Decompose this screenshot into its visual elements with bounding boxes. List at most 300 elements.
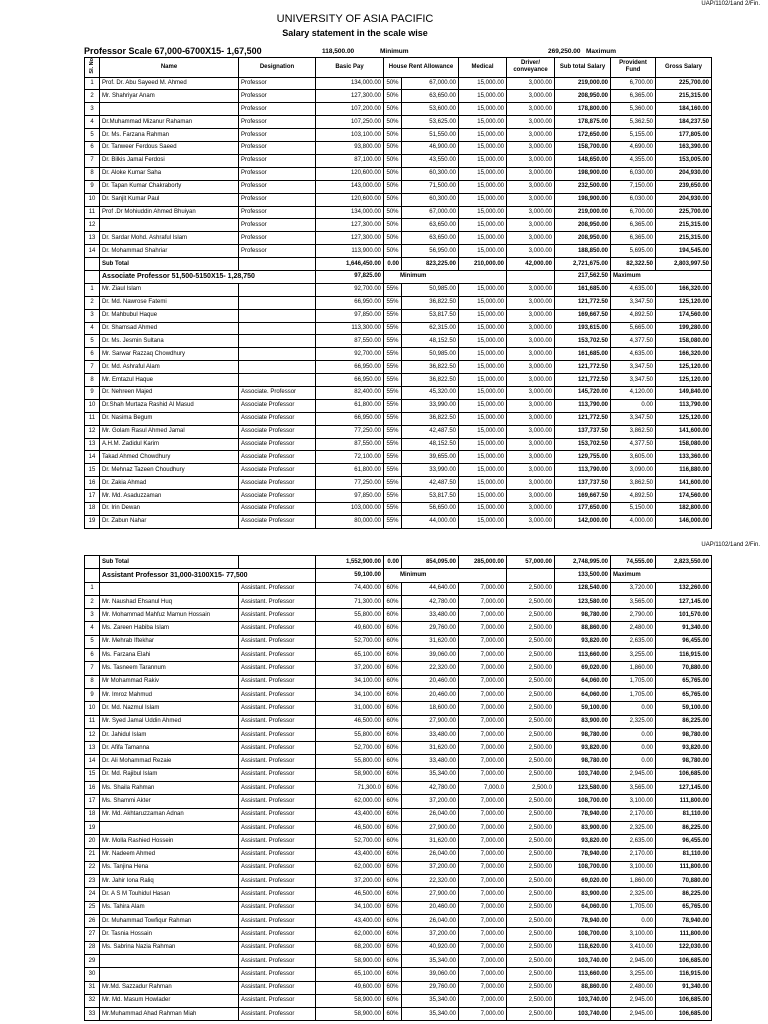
row-house-rent: 48,152.50 [402, 335, 459, 348]
row-house-rent-pct: 55% [384, 348, 402, 361]
row-name: Mr. Imroz Mahmud [100, 688, 239, 701]
subtotal-designation [239, 556, 316, 569]
section-blank-2 [507, 270, 555, 283]
row-conveyance: 2,500.00 [507, 888, 555, 901]
row-designation: Assistant. Professor [239, 1008, 316, 1021]
section-label: Associate Professor 51,500-5150X15- 1,28,750 [100, 270, 316, 283]
row-sub-total: 64,060.00 [555, 688, 611, 701]
row-sub-total: 198,900.00 [555, 193, 611, 206]
row-house-rent-pct: 60% [384, 848, 402, 861]
row-name: Prof. Dr. Abu Sayeed M. Ahmed [100, 77, 239, 90]
row-house-rent-pct: 55% [384, 399, 402, 412]
row-house-rent-pct: 60% [384, 1008, 402, 1021]
table-row [85, 954, 712, 967]
row-basic-pay: 127,300.00 [316, 90, 384, 103]
row-medical: 7,000.00 [459, 595, 507, 608]
row-house-rent: 33,990.00 [402, 399, 459, 412]
row-name: Dr. Shamsad Ahmed [100, 322, 239, 335]
row-basic-pay: 31,000.00 [316, 702, 384, 715]
row-house-rent-pct: 60% [384, 782, 402, 795]
row-sl: 2 [85, 90, 100, 103]
subtotal-house-rent: 823,225.00 [402, 258, 459, 271]
row-name: Mr. Syed Jamal Uddin Ahmed [100, 715, 239, 728]
row-designation: Assistant. Professor [239, 875, 316, 888]
row-provident-fund: 2,480.00 [611, 622, 656, 635]
row-sl: 10 [85, 702, 100, 715]
table-row [85, 742, 712, 755]
row-provident-fund: 0.00 [611, 728, 656, 741]
row-medical: 15,000.00 [459, 116, 507, 129]
row-house-rent: 63,650.00 [402, 219, 459, 232]
table-row [85, 309, 712, 322]
row-house-rent-pct: 55% [384, 361, 402, 374]
table-row [85, 675, 712, 688]
row-name: Dr. Md. Ashraful Alam [100, 361, 239, 374]
subtotal-label: Sub Total [100, 258, 239, 271]
row-sl: 32 [85, 994, 100, 1007]
row-medical: 7,000.00 [459, 928, 507, 941]
row-conveyance: 3,000.00 [507, 322, 555, 335]
row-gross-salary: 86,225.00 [656, 888, 712, 901]
row-name [100, 103, 239, 116]
row-conveyance: 3,000.00 [507, 283, 555, 296]
row-house-rent-pct: 50% [384, 116, 402, 129]
subtotal-gross: 2,823,550.00 [656, 556, 712, 569]
row-house-rent-pct: 55% [384, 490, 402, 503]
row-gross-salary: 96,455.00 [656, 835, 712, 848]
row-sub-total: 98,780.00 [555, 609, 611, 622]
row-house-rent: 67,000.00 [402, 206, 459, 219]
row-sub-total: 121,772.50 [555, 361, 611, 374]
row-gross-salary: 70,880.00 [656, 875, 712, 888]
row-sub-total: 142,000.00 [555, 515, 611, 528]
row-designation: Assistant. Professor [239, 968, 316, 981]
row-designation: Assistant. Professor [239, 808, 316, 821]
row-conveyance: 2,500.00 [507, 582, 555, 595]
row-conveyance: 2,500.00 [507, 715, 555, 728]
row-sl: 1 [85, 77, 100, 90]
row-sub-total: 113,660.00 [555, 649, 611, 662]
row-name: Dr. Ms. Farzana Rahman [100, 129, 239, 142]
row-basic-pay: 43,400.00 [316, 808, 384, 821]
row-sl: 19 [85, 515, 100, 528]
row-medical: 7,000.00 [459, 835, 507, 848]
row-conveyance: 3,000.00 [507, 309, 555, 322]
row-conveyance: 2,500.00 [507, 808, 555, 821]
row-name: Dr. Nasima Begum [100, 412, 239, 425]
row-sub-total: 177,650.00 [555, 502, 611, 515]
row-gross-salary: 65,765.00 [656, 688, 712, 701]
table-row [85, 981, 712, 994]
row-house-rent-pct: 60% [384, 582, 402, 595]
row-designation: Assistant. Professor [239, 981, 316, 994]
row-sub-total: 88,860.00 [555, 981, 611, 994]
row-provident-fund: 3,605.00 [611, 451, 656, 464]
row-house-rent-pct: 60% [384, 968, 402, 981]
table-row [85, 193, 712, 206]
table-row [85, 451, 712, 464]
row-designation: Assistant. Professor [239, 675, 316, 688]
row-sl: 3 [85, 309, 100, 322]
row-basic-pay: 74,400.00 [316, 582, 384, 595]
row-conveyance: 3,000.00 [507, 232, 555, 245]
row-house-rent-pct: 60% [384, 688, 402, 701]
section-max-value: 217,562.50 [555, 270, 611, 283]
table-row [85, 477, 712, 490]
row-provident-fund: 6,365.00 [611, 90, 656, 103]
row-medical: 7,000.00 [459, 702, 507, 715]
row-sub-total: 59,100.00 [555, 702, 611, 715]
row-sub-total: 64,060.00 [555, 901, 611, 914]
row-medical: 15,000.00 [459, 477, 507, 490]
row-sl: 17 [85, 795, 100, 808]
row-sub-total: 64,060.00 [555, 675, 611, 688]
row-conveyance: 3,000.00 [507, 425, 555, 438]
table-row [85, 129, 712, 142]
table-row [85, 994, 712, 1007]
row-designation: Associate Professor [239, 412, 316, 425]
row-gross-salary: 91,340.00 [656, 981, 712, 994]
table-row [85, 901, 712, 914]
row-medical: 15,000.00 [459, 129, 507, 142]
row-basic-pay: 80,000.00 [316, 515, 384, 528]
row-gross-salary: 149,840.00 [656, 386, 712, 399]
row-basic-pay: 92,700.00 [316, 348, 384, 361]
row-sl: 12 [85, 425, 100, 438]
row-sub-total: 121,772.50 [555, 374, 611, 387]
row-name: Mr Mohammad Rakiv [100, 675, 239, 688]
row-sub-total: 178,800.00 [555, 103, 611, 116]
row-conveyance: 2,500.00 [507, 928, 555, 941]
row-sub-total: 108,700.00 [555, 861, 611, 874]
row-name: Ms. Tanjina Hena [100, 861, 239, 874]
row-house-rent: 60,300.00 [402, 193, 459, 206]
row-name: Ms. Farzana Elahi [100, 649, 239, 662]
row-basic-pay: 58,900.00 [316, 768, 384, 781]
row-medical: 7,000.00 [459, 808, 507, 821]
row-conveyance: 2,500.00 [507, 742, 555, 755]
row-house-rent: 36,822.50 [402, 296, 459, 309]
row-basic-pay: 46,500.00 [316, 715, 384, 728]
row-house-rent-pct: 50% [384, 245, 402, 258]
row-conveyance: 2,500.00 [507, 861, 555, 874]
row-provident-fund: 4,635.00 [611, 283, 656, 296]
row-sl: 4 [85, 116, 100, 129]
row-conveyance: 2,500.00 [507, 768, 555, 781]
row-sl: 13 [85, 742, 100, 755]
row-sub-total: 169,667.50 [555, 490, 611, 503]
row-sub-total: 232,500.00 [555, 180, 611, 193]
row-sl: 4 [85, 622, 100, 635]
row-basic-pay: 58,900.00 [316, 1008, 384, 1021]
subtotal-pct: 0.00 [384, 556, 402, 569]
row-provident-fund: 1,705.00 [611, 688, 656, 701]
row-house-rent: 39,060.00 [402, 649, 459, 662]
reference-code: UAP/1102/1and 2/Fin. [701, 1, 760, 7]
row-conveyance: 3,000.00 [507, 219, 555, 232]
row-house-rent-pct: 55% [384, 515, 402, 528]
professor-scale-header [84, 46, 764, 56]
row-provident-fund: 4,355.00 [611, 154, 656, 167]
row-basic-pay: 52,700.00 [316, 835, 384, 848]
row-house-rent-pct: 50% [384, 90, 402, 103]
row-medical: 7,000.00 [459, 981, 507, 994]
row-conveyance: 3,000.00 [507, 361, 555, 374]
row-conveyance: 2,500.00 [507, 755, 555, 768]
row-basic-pay: 34,100.00 [316, 675, 384, 688]
row-conveyance: 3,000.00 [507, 90, 555, 103]
row-sub-total: 83,900.00 [555, 888, 611, 901]
row-house-rent: 42,487.50 [402, 477, 459, 490]
table-row [85, 103, 712, 116]
row-sub-total: 121,772.50 [555, 296, 611, 309]
row-provident-fund: 3,862.50 [611, 425, 656, 438]
row-house-rent-pct: 50% [384, 142, 402, 155]
associate-scale-header [85, 270, 712, 283]
table-row [85, 232, 712, 245]
row-medical: 7,000.00 [459, 954, 507, 967]
row-house-rent: 45,320.00 [402, 386, 459, 399]
col-gross-salary: Gross Salary [656, 58, 712, 78]
row-provident-fund: 6,030.00 [611, 193, 656, 206]
row-name: Ms. Tahira Alam [100, 901, 239, 914]
row-sl: 7 [85, 361, 100, 374]
row-medical: 15,000.00 [459, 142, 507, 155]
row-name: Mr. Shahriyar Anam [100, 90, 239, 103]
row-house-rent-pct: 60% [384, 662, 402, 675]
row-sub-total: 148,650.00 [555, 154, 611, 167]
row-sub-total: 103,740.00 [555, 1008, 611, 1021]
subtotal-conveyance: 57,000.00 [507, 556, 555, 569]
table-row [85, 861, 712, 874]
row-gross-salary: 65,765.00 [656, 675, 712, 688]
table-row [85, 386, 712, 399]
table-row [85, 361, 712, 374]
row-gross-salary: 81,110.00 [656, 848, 712, 861]
row-medical: 7,000.00 [459, 901, 507, 914]
row-designation: Assistant. Professor [239, 702, 316, 715]
row-house-rent: 67,000.00 [402, 77, 459, 90]
row-provident-fund: 6,700.00 [611, 77, 656, 90]
document-subtitle: Salary statement in the scale wise [282, 28, 428, 38]
table-row [85, 464, 712, 477]
row-conveyance: 2,500.00 [507, 795, 555, 808]
row-house-rent: 51,550.00 [402, 129, 459, 142]
row-gross-salary: 182,800.00 [656, 502, 712, 515]
row-house-rent: 50,985.00 [402, 348, 459, 361]
row-sl: 10 [85, 193, 100, 206]
row-gross-salary: 225,700.00 [656, 206, 712, 219]
row-designation [239, 322, 316, 335]
row-gross-salary: 184,237.50 [656, 116, 712, 129]
scale-max-label: Maximum [586, 48, 616, 55]
row-conveyance: 2,500.00 [507, 835, 555, 848]
row-name: Ms. Tasneem Tarannum [100, 662, 239, 675]
row-house-rent-pct: 55% [384, 296, 402, 309]
row-gross-salary: 225,700.00 [656, 77, 712, 90]
row-provident-fund: 3,565.00 [611, 595, 656, 608]
row-conveyance: 2,500.00 [507, 728, 555, 741]
row-name: Dr. Zabun Nahar [100, 515, 239, 528]
row-house-rent: 63,650.00 [402, 90, 459, 103]
row-name: Dr. Sardar Mohd. Ashraful Islam [100, 232, 239, 245]
row-provident-fund: 5,665.00 [611, 322, 656, 335]
row-gross-salary: 141,600.00 [656, 477, 712, 490]
row-medical: 15,000.00 [459, 193, 507, 206]
row-medical: 7,000.00 [459, 875, 507, 888]
row-designation: Assistant. Professor [239, 835, 316, 848]
row-gross-salary: 194,545.00 [656, 245, 712, 258]
row-conveyance: 2,500.00 [507, 649, 555, 662]
table-row [85, 374, 712, 387]
subtotal-basic: 1,646,450.00 [316, 258, 384, 271]
row-basic-pay: 71,300.0 [316, 782, 384, 795]
table-row [85, 622, 712, 635]
row-house-rent: 27,900.00 [402, 821, 459, 834]
subtotal-sub-total: 2,748,995.00 [555, 556, 611, 569]
row-gross-salary: 163,390.00 [656, 142, 712, 155]
row-conveyance: 3,000.00 [507, 477, 555, 490]
row-house-rent-pct: 55% [384, 438, 402, 451]
row-provident-fund: 2,635.00 [611, 635, 656, 648]
row-name: Dr.Muhammad Mizanur Rahaman [100, 116, 239, 129]
row-name: Mr. Naushad Ehsanul Huq [100, 595, 239, 608]
row-provident-fund: 3,090.00 [611, 464, 656, 477]
row-sl: 24 [85, 888, 100, 901]
row-provident-fund: 3,720.00 [611, 582, 656, 595]
row-gross-salary: 106,685.00 [656, 768, 712, 781]
table-row [85, 835, 712, 848]
row-provident-fund: 4,000.00 [611, 515, 656, 528]
row-house-rent: 31,620.00 [402, 742, 459, 755]
row-provident-fund: 3,862.50 [611, 477, 656, 490]
row-house-rent: 46,900.00 [402, 142, 459, 155]
row-house-rent: 62,315.00 [402, 322, 459, 335]
row-sub-total: 83,900.00 [555, 821, 611, 834]
row-basic-pay: 62,000.00 [316, 928, 384, 941]
row-sub-total: 69,020.00 [555, 875, 611, 888]
row-name: Dr. Ms. Jesmin Sultana [100, 335, 239, 348]
row-provident-fund: 7,150.00 [611, 180, 656, 193]
row-house-rent-pct: 60% [384, 915, 402, 928]
row-designation: Assistant. Professor [239, 742, 316, 755]
row-sub-total: 78,940.00 [555, 915, 611, 928]
row-name [100, 582, 239, 595]
row-designation: Associate Professor [239, 399, 316, 412]
row-gross-salary: 116,880.00 [656, 464, 712, 477]
row-medical: 15,000.00 [459, 219, 507, 232]
row-conveyance: 3,000.00 [507, 451, 555, 464]
row-sl: 9 [85, 180, 100, 193]
row-designation: Professor [239, 103, 316, 116]
row-designation: Associate Professor [239, 438, 316, 451]
row-house-rent: 60,300.00 [402, 167, 459, 180]
row-house-rent: 44,000.00 [402, 515, 459, 528]
row-sub-total: 153,702.50 [555, 335, 611, 348]
row-medical: 7,000.00 [459, 1008, 507, 1021]
table-row [85, 915, 712, 928]
row-house-rent-pct: 55% [384, 374, 402, 387]
row-sub-total: 123,580.00 [555, 782, 611, 795]
section-min-label: Minimum [384, 270, 507, 283]
row-house-rent-pct: 60% [384, 622, 402, 635]
row-sub-total: 208,950.00 [555, 219, 611, 232]
row-name: Dr. Tapan Kumar Chakraborty [100, 180, 239, 193]
row-medical: 15,000.00 [459, 335, 507, 348]
table-row [85, 782, 712, 795]
row-house-rent-pct: 55% [384, 412, 402, 425]
table-row [85, 888, 712, 901]
row-sub-total: 108,700.00 [555, 928, 611, 941]
row-basic-pay: 37,200.00 [316, 875, 384, 888]
row-basic-pay: 87,550.00 [316, 438, 384, 451]
row-medical: 7,000.00 [459, 742, 507, 755]
row-provident-fund: 3,565.00 [611, 782, 656, 795]
row-basic-pay: 107,250.00 [316, 116, 384, 129]
row-house-rent: 18,600.00 [402, 702, 459, 715]
row-name [100, 968, 239, 981]
row-sl: 27 [85, 928, 100, 941]
row-sl: 13 [85, 232, 100, 245]
row-house-rent-pct: 60% [384, 928, 402, 941]
row-conveyance: 2,500.00 [507, 848, 555, 861]
row-sub-total: 128,540.00 [555, 582, 611, 595]
row-conveyance: 2,500.00 [507, 662, 555, 675]
row-designation: Assistant. Professor [239, 768, 316, 781]
row-conveyance: 2,500.00 [507, 901, 555, 914]
row-house-rent: 63,650.00 [402, 232, 459, 245]
subtotal-medical: 210,000.00 [459, 258, 507, 271]
row-gross-salary: 166,320.00 [656, 348, 712, 361]
row-conveyance: 3,000.00 [507, 142, 555, 155]
row-basic-pay: 97,850.00 [316, 309, 384, 322]
table-row [85, 490, 712, 503]
row-basic-pay: 58,900.00 [316, 994, 384, 1007]
row-provident-fund: 6,365.00 [611, 219, 656, 232]
table-row [85, 90, 712, 103]
row-sl: 10 [85, 399, 100, 412]
subtotal-provident-fund: 74,555.00 [611, 556, 656, 569]
row-sub-total: 78,940.00 [555, 848, 611, 861]
row-name: Dr. Nehreen Majed [100, 386, 239, 399]
row-name: Ms. Sabrina Nazia Rahman [100, 941, 239, 954]
row-house-rent: 36,822.50 [402, 374, 459, 387]
row-house-rent-pct: 50% [384, 103, 402, 116]
row-name: Dr. Sanjit Kumar Paul [100, 193, 239, 206]
row-provident-fund: 6,030.00 [611, 167, 656, 180]
row-name: Dr.Shah Murtaza Rashid Al Masud [100, 399, 239, 412]
row-basic-pay: 127,300.00 [316, 232, 384, 245]
row-sl: 9 [85, 688, 100, 701]
row-conveyance: 2,500.0 [507, 782, 555, 795]
table-row [85, 609, 712, 622]
row-house-rent-pct: 60% [384, 861, 402, 874]
row-basic-pay: 58,900.00 [316, 954, 384, 967]
row-designation: Assistant. Professor [239, 649, 316, 662]
row-sub-total: 161,685.00 [555, 283, 611, 296]
table-row [85, 662, 712, 675]
row-house-rent: 20,460.00 [402, 901, 459, 914]
row-sl: 1 [85, 582, 100, 595]
row-house-rent-pct: 60% [384, 768, 402, 781]
row-house-rent: 35,340.00 [402, 954, 459, 967]
row-house-rent-pct: 60% [384, 888, 402, 901]
row-conveyance: 2,500.00 [507, 635, 555, 648]
row-provident-fund: 2,945.00 [611, 994, 656, 1007]
row-name: Dr. Ali Mohammad Rezaie [100, 755, 239, 768]
row-gross-salary: 113,790.00 [656, 399, 712, 412]
row-conveyance: 3,000.00 [507, 193, 555, 206]
